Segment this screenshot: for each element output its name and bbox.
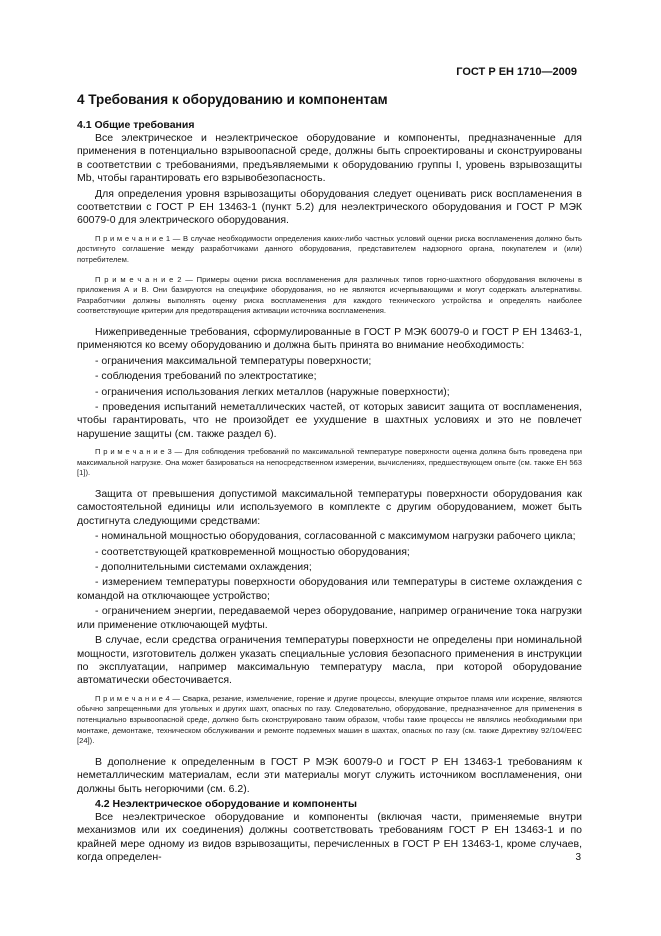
subsection-title-4-1: 4.1 Общие требования bbox=[77, 119, 195, 131]
note-3: П р и м е ч а н и е 3 — Для соблюдения требований по максимальной температуре поверхности оценка должна быть проведена при максимальной нагрузке. Она может базироваться на непосредственном измерении, вычислениях, предшествующем опыте (см. также ЕН 563 [1]). bbox=[77, 447, 582, 478]
list-item: - измерением температуры поверхности оборудования или температуры в системе охлаждения с командой на отключающее устройство; bbox=[77, 576, 582, 602]
paragraph: В случае, если средства ограничения температуры поверхности не определены при номинальной мощности, изготовитель должен указать специальные условия безопасного применения в инструкции по эксплуатации, например максимальную температуру масла, при которой оборудование автоматически обесточивается. bbox=[77, 634, 582, 687]
paragraph: В дополнение к определенным в ГОСТ Р МЭК 60079-0 и ГОСТ Р ЕН 13463-1 требованиям к неметаллическим материалам, если эти материалы могут служить источником воспламенения, они должны быть негорючими (см. 6.2). bbox=[77, 755, 582, 795]
paragraph: Защита от превышения допустимой максимальной температуры поверхности оборудования как самостоятельной единицы или используемого в комплекте с другим оборудованием, может быть достигнута следующими средствами: bbox=[77, 488, 582, 527]
paragraph: Для определения уровня взрывозащиты оборудования следует оценивать риск воспламенения в соответствии с ГОСТ Р ЕН 13463-1 (пункт 5.2) для неэлектрического оборудования и ГОСТ Р МЭК 60079-0 для электрического оборудования. bbox=[77, 187, 582, 227]
list-item: - соответствующей кратковременной мощностью оборудования; bbox=[95, 545, 410, 558]
list-item: - ограничения использования легких металлов (наружные поверхности); bbox=[95, 385, 450, 398]
paragraph: Все электрическое и неэлектрическое оборудование и компоненты, предназначенные для применения в потенциально взрывоопасной среде, должны быть спроектированы и сконструированы в соответствии с требованиями, предъявляемыми к оборудованию группы I, уровень взрывозащиты Mb, чтобы гарантировать его взрывобезопасность. bbox=[77, 132, 582, 185]
list-item: - ограничения максимальной температуры поверхности; bbox=[95, 354, 372, 367]
list-item: - ограничением энергии, передаваемой через оборудование, например ограничение тока нагрузки или применение отключающей муфты. bbox=[77, 605, 582, 631]
note-4: П р и м е ч а н и е 4 — Сварка, резание, измельчение, горение и другие процессы, влекущие открытое пламя или искрение, являются обычно запрещенными для угольных и других шахт, опасных по газу. Следовательно, оборудование, предназначенное для применения в потенциально взрывоопасной среде, должно быть сконструировано таким образом, чтобы такие процессы не являлись необходимыми при монтаже, демонтаже, техническом обслуживании и ремонте подземных машин в шахтах, опасных по газу (см. также Директиву 92/104/ЕЕС [24]). bbox=[77, 693, 582, 746]
paragraph: Все неэлектрическое оборудование и компоненты (включая части, применяемые внутри механизмов или их соединения) должны соответствовать требованиям ГОСТ Р ЕН 13463-1 и по крайней мере одному из видов взрывозащиты, перечисленных в ГОСТ Р ЕН 13463-1, кроме случаев, когда определен- bbox=[77, 810, 582, 864]
list-item: - номинальной мощностью оборудования, согласованной с максимумом нагрузки рабочего цикла; bbox=[95, 530, 576, 543]
note-1: П р и м е ч а н и е 1 — В случае необходимости определения каких-либо частных условий оценки риска воспламенения должно быть достигнуто соглашение между разработчиками данного оборудования, представителем надзорного органа, покупателем и (или) потребителем. bbox=[77, 233, 582, 265]
list-item: - проведения испытаний неметаллических частей, от которых зависит защита от воспламенения, чтобы гарантировать, что не произойдет ее ухудшение в шахтных условиях и это не повлечет нарушение защиты (см. также раздел 6). bbox=[77, 401, 582, 440]
subsection-title-4-2: 4.2 Неэлектрическое оборудование и компоненты bbox=[95, 797, 357, 810]
paragraph: Нижеприведенные требования, сформулированные в ГОСТ Р МЭК 60079-0 и ГОСТ Р ЕН 13463-1, применяются ко всему оборудованию и должна быть принята во внимание необходимость: bbox=[77, 326, 582, 352]
note-2: П р и м е ч а н и е 2 — Примеры оценки риска воспламенения для различных типов горно-шахтного оборудования включены в приложения А и В. Они базируются на специфике оборудования, но не являются исчерпывающими и могут содержать альтернативы. Разработчики должны выполнять оценку риска воспламенения для каждого технического устройства и определять наиболее соответствующие критерии для предотвращения активации источника воспламенения. bbox=[77, 274, 582, 316]
section-title: 4 Требования к оборудованию и компонентам bbox=[77, 92, 388, 107]
page-number: 3 bbox=[575, 852, 581, 863]
list-item: - дополнительными системами охлаждения; bbox=[95, 561, 312, 574]
page-content bbox=[77, 92, 582, 867]
document-code: ГОСТ Р ЕН 1710—2009 bbox=[456, 66, 577, 78]
list-item: - соблюдения требований по электростатике; bbox=[95, 370, 317, 383]
requirements-list bbox=[77, 355, 582, 441]
protection-means-list bbox=[77, 530, 582, 632]
